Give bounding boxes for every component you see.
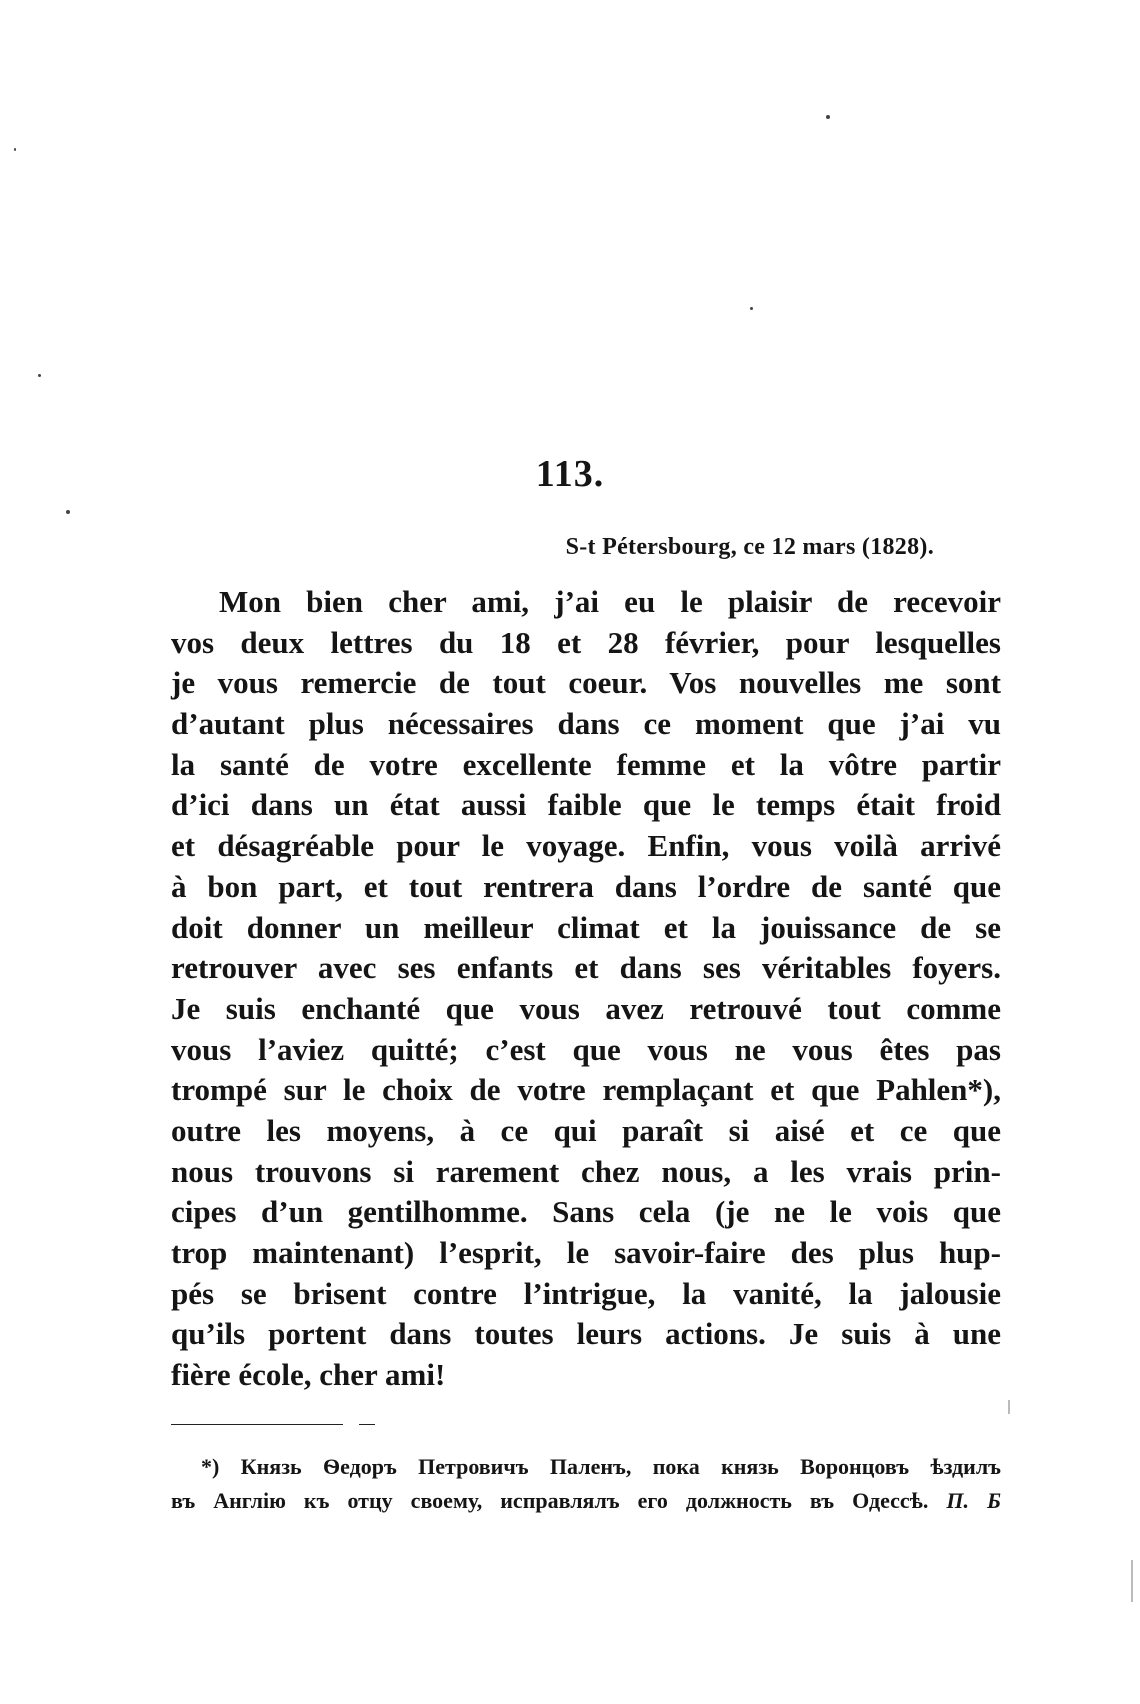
footnote bbox=[171, 1450, 1001, 1518]
letter-number: 113. bbox=[535, 453, 605, 495]
text-line: cipes d’un gentilhomme. Sans cela (je ne le vois que bbox=[171, 1194, 1001, 1230]
scan-speck bbox=[66, 510, 70, 514]
scan-edge-mark bbox=[1131, 1560, 1133, 1602]
text-line: Mon bien cher ami, j’ai eu le plaisir de recevoir bbox=[219, 584, 1001, 619]
scan-speck bbox=[826, 115, 830, 119]
text-line: je vous remercie de tout coeur. Vos nouvelles me sont bbox=[171, 665, 1001, 701]
text-line: d’autant plus nécessaires dans ce moment que j’ai vu bbox=[171, 706, 1001, 742]
footnote-separator-dash bbox=[359, 1424, 375, 1425]
scan-speck bbox=[750, 307, 753, 310]
text-line: retrouver avec ses enfants et dans ses véritables foyers. bbox=[171, 950, 1001, 986]
footnote-line bbox=[171, 1484, 1001, 1518]
text-line: à bon part, et tout rentrera dans l’ordre de santé que bbox=[171, 868, 1001, 904]
letter-body bbox=[171, 582, 1001, 1396]
text-line: nous trouvons si rarement chez nous, a les vrais prin- bbox=[171, 1153, 1001, 1189]
scan-speck bbox=[38, 374, 41, 377]
text-line: outre les moyens, à ce qui paraît si aisé et ce que bbox=[171, 1112, 1001, 1148]
footnote-line: *) Князь Ѳедоръ Петровичъ Паленъ, пока князь Воронцовъ ѣздилъ bbox=[201, 1454, 1001, 1479]
text-line: doit donner un meilleur climat et la jouissance de se bbox=[171, 909, 1001, 945]
scan-speck bbox=[1008, 1400, 1010, 1414]
footnote-line-text: въ Англію къ отцу своему, исправлялъ его должность въ Одессѣ. bbox=[171, 1488, 929, 1513]
text-line: d’ici dans un état aussi faible que le temps était froid bbox=[171, 787, 1001, 823]
text-line: vos deux lettres du 18 et 28 février, pour lesquelles bbox=[171, 624, 1001, 660]
text-line: fière école, cher ami! bbox=[171, 1357, 446, 1393]
footnote-signature: П. Б bbox=[946, 1488, 1001, 1513]
scan-speck bbox=[14, 148, 16, 151]
text-line: pés se brisent contre l’intrigue, la vanité, la jalousie bbox=[171, 1275, 1001, 1311]
footnote-separator bbox=[171, 1424, 343, 1425]
text-line: qu’ils portent dans toutes leurs actions. Je suis à une bbox=[171, 1316, 1001, 1352]
text-line: Je suis enchanté que vous avez retrouvé tout comme bbox=[171, 990, 1001, 1026]
text-line: la santé de votre excellente femme et la vôtre partir bbox=[171, 746, 1001, 782]
letter-dateline: S-t Pétersbourg, ce 12 mars (1828). bbox=[565, 534, 934, 560]
text-line: et désagréable pour le voyage. Enfin, vous voilà arrivé bbox=[171, 828, 1001, 864]
text-line: trop maintenant) l’esprit, le savoir-faire des plus hup- bbox=[171, 1235, 1001, 1270]
text-line: vous l’aviez quitté; c’est que vous ne vous êtes pas bbox=[171, 1031, 1001, 1067]
text-line: trompé sur le choix de votre remplaçant et que Pahlen*), bbox=[171, 1072, 1001, 1108]
